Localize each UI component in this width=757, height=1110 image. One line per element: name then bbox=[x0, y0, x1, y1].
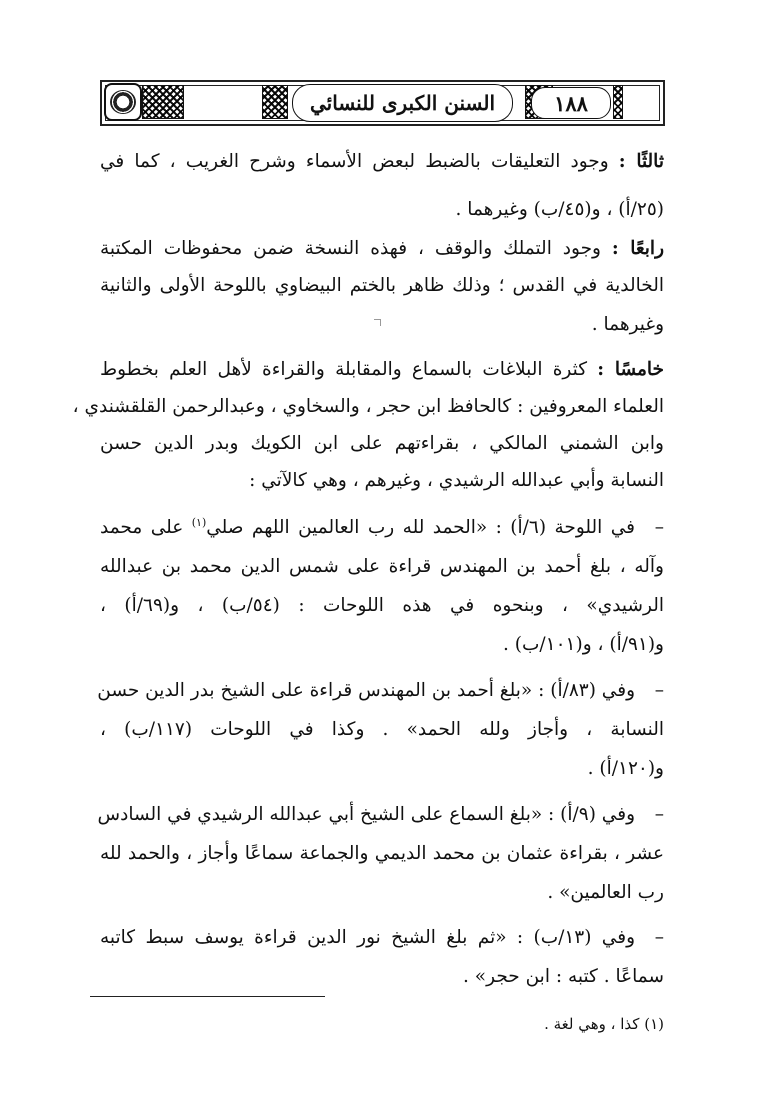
footnote-marker[interactable]: (١) bbox=[191, 515, 207, 529]
paragraph-label-fifth: خامسًا : bbox=[597, 359, 664, 380]
paragraph-fifth-line-3: وابن الشمني المالكي ، بقراءتهم على ابن الكويك وبدر الدين حسن bbox=[100, 433, 664, 454]
list-item-3-line-3: رب العالمين» . bbox=[547, 882, 664, 903]
page-number: ١٨٨ bbox=[554, 90, 588, 116]
title-cartouche bbox=[292, 84, 513, 122]
list-item-4-line-2: سماعًا . كتبه : ابن حجر» . bbox=[463, 966, 664, 987]
list-item-text: على محمد bbox=[100, 517, 192, 538]
list-item-1-line-1 bbox=[100, 514, 635, 542]
page-header bbox=[100, 80, 665, 126]
list-bullet: – bbox=[654, 680, 664, 701]
paragraph-fourth-line-1 bbox=[100, 235, 664, 263]
list-bullet: – bbox=[654, 517, 664, 538]
list-item-3-line-2: عشر ، بقراءة عثمان بن محمد الديمي والجماعة سماعًا وأجاز ، والحمد لله bbox=[100, 843, 664, 864]
paragraph-text: كثرة البلاغات بالسماع والمقابلة والقراءة لأهل العلم بخطوط bbox=[100, 359, 588, 380]
list-item-1-line-3: الرشيدي» ، وبنحوه في هذه اللوحات : (٥٤/ب) ، و(٦٩/أ) ، bbox=[100, 595, 665, 616]
footnote-separator bbox=[90, 996, 325, 997]
paragraph-third-line-2: (٢٥/أ) ، و(٤٥/ب) وغيرهما . bbox=[455, 199, 664, 220]
ornament-left-inner bbox=[262, 85, 288, 119]
paragraph-fifth-line-4: النسابة وأبي عبدالله الرشيدي ، وغيرهم ، وهي كالآتي : bbox=[249, 470, 664, 491]
list-bullet: – bbox=[654, 804, 664, 825]
emblem-core-icon bbox=[110, 90, 136, 114]
paragraph-text: وجود التعليقات بالضبط لبعض الأسماء وشرح الغريب ، كما في bbox=[100, 151, 609, 172]
list-item-2-line-1: وفي (٨٣/أ) : «بلغ أحمد بن المهندس قراءة على الشيخ بدر الدين حسن bbox=[97, 680, 635, 701]
paragraph-third-line-1 bbox=[100, 148, 664, 176]
paragraph-fifth-line-2: العلماء المعروفين : كالحافظ ابن حجر ، والسخاوي ، وعبدالرحمن القلقشندي ، bbox=[72, 396, 664, 417]
scan-mark bbox=[374, 319, 381, 326]
list-item-3-line-1: وفي (٩/أ) : «بلغ السماع على الشيخ أبي عبدالله الرشيدي في السادس bbox=[97, 804, 635, 825]
list-item-text: في اللوحة (٦/أ) : «الحمد لله رب العالمين اللهم صلي bbox=[206, 517, 636, 538]
page-number-cartouche bbox=[531, 87, 611, 119]
ornament-left-outer bbox=[142, 85, 184, 119]
book-emblem-icon bbox=[104, 83, 142, 121]
ornament-right-outer bbox=[613, 85, 623, 119]
list-item-2-line-2: النسابة ، وأجاز ولله الحمد» . وكذا في اللوحات (١١٧/ب) ، bbox=[100, 719, 664, 740]
paragraph-fourth-line-3: وغيرهما . bbox=[591, 314, 664, 335]
paragraph-label-third: ثالثًا : bbox=[618, 151, 664, 172]
paragraph-fourth-line-2: الخالدية في القدس ؛ وذلك ظاهر بالختم البيضاوي باللوحة الأولى والثانية bbox=[100, 275, 664, 296]
list-item-2-line-3: و(١٢٠/أ) . bbox=[587, 758, 664, 779]
running-title: السنن الكبرى للنسائي bbox=[309, 91, 496, 115]
list-item-4-line-1: وفي (١٣/ب) : «ثم بلغ الشيخ نور الدين قراءة يوسف سبط كاتبه bbox=[100, 927, 635, 948]
paragraph-text: وجود التملك والوقف ، فهذه النسخة ضمن محفوظات المكتبة bbox=[100, 238, 601, 259]
list-bullet: – bbox=[654, 927, 664, 948]
paragraph-fifth-line-1 bbox=[100, 356, 664, 384]
footnote: (١) كذا ، وهي لغة . bbox=[544, 1015, 664, 1033]
paragraph-label-fourth: رابعًا : bbox=[611, 238, 664, 259]
list-item-1-line-2: وآله ، بلغ أحمد بن المهندس قراءة على شمس الدين محمد بن عبدالله bbox=[100, 556, 664, 577]
list-item-1-line-4: و(٩١/أ) ، و(١٠١/ب) . bbox=[503, 634, 664, 655]
